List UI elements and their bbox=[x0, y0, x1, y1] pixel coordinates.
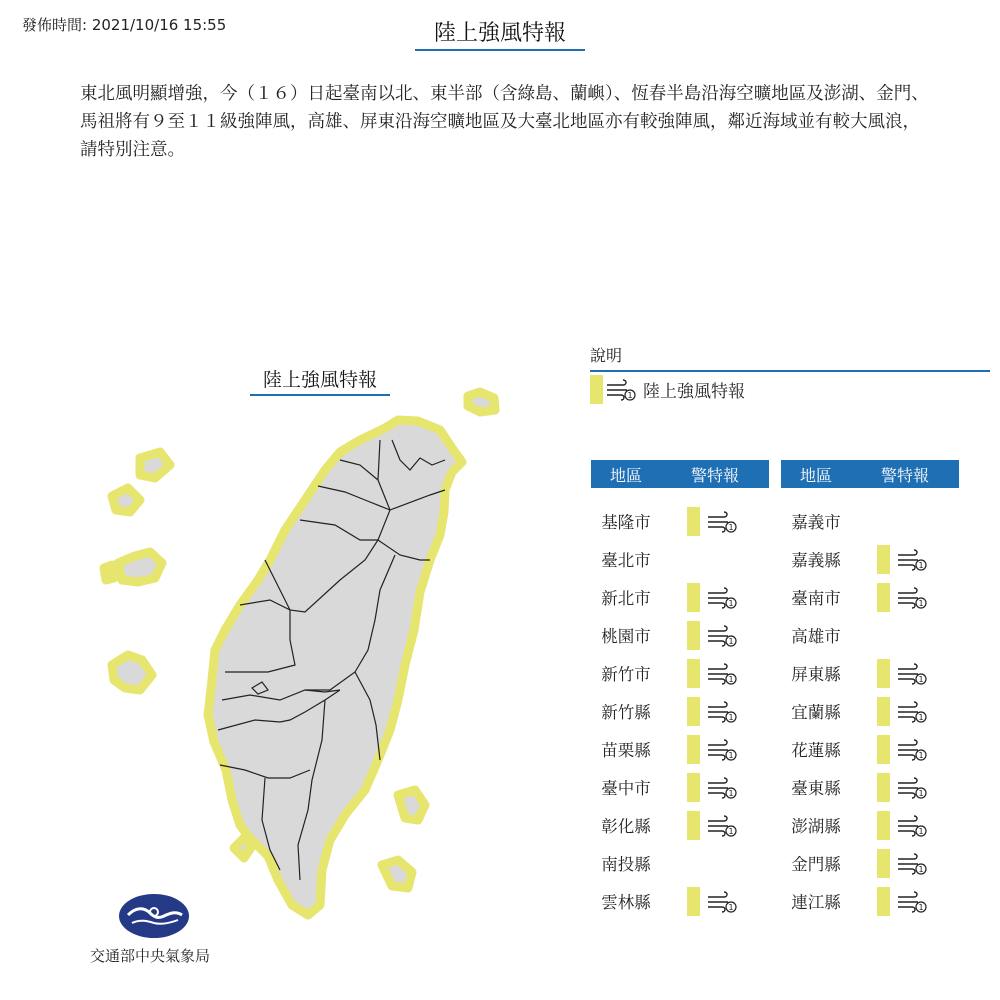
region-name: 連江縣 bbox=[791, 893, 841, 912]
region-name: 嘉義縣 bbox=[791, 551, 841, 570]
table-row bbox=[781, 806, 959, 844]
taiwan-warning-map bbox=[0, 380, 560, 940]
region-name: 高雄市 bbox=[791, 627, 841, 646]
region-name: 新北市 bbox=[601, 589, 651, 608]
region-name: 新竹市 bbox=[601, 665, 651, 684]
table-row bbox=[781, 844, 959, 882]
region-name: 苗栗縣 bbox=[601, 741, 651, 760]
warning-cell bbox=[851, 488, 959, 540]
penghu-island-c bbox=[112, 655, 152, 690]
table-row bbox=[781, 578, 959, 616]
svg-text:1: 1 bbox=[627, 391, 633, 400]
warning-cell bbox=[851, 692, 959, 730]
svg-text:1: 1 bbox=[728, 751, 734, 760]
warning-color-swatch bbox=[877, 583, 890, 612]
agency-logo-icon bbox=[118, 893, 190, 939]
table-row bbox=[781, 882, 959, 920]
strong-wind-icon bbox=[894, 698, 928, 724]
svg-text:1: 1 bbox=[918, 865, 924, 874]
warning-color-swatch bbox=[877, 659, 890, 688]
warning-color-swatch bbox=[687, 887, 700, 916]
warning-cell bbox=[851, 882, 959, 920]
page-title: 陸上強風特報 bbox=[415, 16, 585, 51]
warning-cell bbox=[661, 806, 769, 844]
svg-text:1: 1 bbox=[918, 751, 924, 760]
column-header-warning: 警特報 bbox=[661, 460, 769, 488]
table-row bbox=[591, 578, 769, 616]
table-row bbox=[781, 616, 959, 654]
svg-text:1: 1 bbox=[728, 713, 734, 722]
warning-cell bbox=[661, 578, 769, 616]
warning-cell bbox=[661, 488, 769, 540]
warning-color-swatch bbox=[877, 849, 890, 878]
table-row bbox=[781, 654, 959, 692]
warning-color-swatch bbox=[877, 697, 890, 726]
region-name: 基隆市 bbox=[601, 513, 651, 532]
warning-color-swatch bbox=[877, 773, 890, 802]
warning-color-swatch bbox=[687, 735, 700, 764]
svg-text:1: 1 bbox=[728, 903, 734, 912]
warning-color-swatch bbox=[877, 735, 890, 764]
warning-cell bbox=[661, 730, 769, 768]
warning-cell bbox=[661, 768, 769, 806]
svg-text:1: 1 bbox=[728, 827, 734, 836]
svg-text:1: 1 bbox=[918, 675, 924, 684]
warning-cell bbox=[851, 768, 959, 806]
orchid-island bbox=[382, 860, 412, 888]
region-name: 南投縣 bbox=[601, 855, 651, 874]
map-title: 陸上強風特報 bbox=[250, 365, 390, 396]
table-row bbox=[781, 730, 959, 768]
legend-label: 陸上強風特報 bbox=[643, 381, 745, 402]
svg-text:1: 1 bbox=[728, 789, 734, 798]
strong-wind-icon bbox=[704, 888, 738, 914]
kinmen-island-b bbox=[112, 488, 140, 512]
warning-color-swatch bbox=[687, 811, 700, 840]
svg-text:1: 1 bbox=[918, 903, 924, 912]
svg-text:1: 1 bbox=[728, 675, 734, 684]
svg-text:1: 1 bbox=[918, 789, 924, 798]
table-row bbox=[591, 768, 769, 806]
table-row bbox=[591, 692, 769, 730]
svg-text:1: 1 bbox=[918, 561, 924, 570]
issue-time: 發佈時間: 2021/10/16 15:55 bbox=[22, 16, 227, 34]
strong-wind-icon bbox=[894, 584, 928, 610]
region-name: 彰化縣 bbox=[601, 817, 651, 836]
strong-wind-icon bbox=[894, 774, 928, 800]
penghu-island-b bbox=[104, 565, 114, 580]
strong-wind-icon bbox=[894, 660, 928, 686]
agency-name: 交通部中央氣象局 bbox=[89, 947, 210, 965]
penghu-island-a bbox=[118, 552, 162, 582]
warning-description: 東北風明顯增強，今（１６）日起臺南以北、東半部（含綠島、蘭嶼）、恆春半島沿海空曠地區及澎湖、金門、馬祖將有９至１１級強陣風，高雄、屏東沿海空曠地區及大臺北地區亦有較強陣風，鄰近海域並有較大風浪，請特別注意。 bbox=[80, 84, 929, 160]
warning-cell bbox=[851, 806, 959, 844]
region-name: 金門縣 bbox=[791, 855, 841, 874]
svg-text:1: 1 bbox=[728, 637, 734, 646]
svg-text:1: 1 bbox=[918, 827, 924, 836]
warning-cell bbox=[661, 692, 769, 730]
region-name: 桃園市 bbox=[601, 627, 651, 646]
warning-color-swatch bbox=[687, 621, 700, 650]
strong-wind-icon bbox=[704, 584, 738, 610]
region-name: 雲林縣 bbox=[601, 893, 651, 912]
warning-color-swatch bbox=[687, 583, 700, 612]
warning-color-swatch bbox=[877, 811, 890, 840]
region-name: 屏東縣 bbox=[791, 665, 841, 684]
warning-table-right bbox=[781, 460, 959, 920]
table-row bbox=[591, 654, 769, 692]
region-name: 臺北市 bbox=[601, 551, 651, 570]
region-name: 新竹縣 bbox=[601, 703, 651, 722]
legend-title: 說明 bbox=[590, 343, 990, 372]
strong-wind-icon bbox=[704, 736, 738, 762]
warning-cell bbox=[851, 578, 959, 616]
warning-cell bbox=[661, 882, 769, 920]
table-row bbox=[591, 844, 769, 882]
warning-cell bbox=[661, 844, 769, 882]
strong-wind-icon bbox=[704, 508, 738, 534]
warning-color-swatch bbox=[687, 697, 700, 726]
warning-cell bbox=[851, 844, 959, 882]
strong-wind-icon bbox=[894, 850, 928, 876]
strong-wind-icon bbox=[704, 622, 738, 648]
table-row bbox=[781, 692, 959, 730]
matsu-island bbox=[468, 392, 495, 412]
warning-table-left bbox=[591, 460, 769, 920]
legend-item bbox=[590, 374, 745, 404]
warning-color-swatch bbox=[877, 545, 890, 574]
region-name: 臺中市 bbox=[601, 779, 651, 798]
warning-cell bbox=[851, 730, 959, 768]
warning-cell bbox=[661, 654, 769, 692]
warning-color-swatch bbox=[687, 507, 700, 536]
warning-cell bbox=[851, 616, 959, 654]
table-row bbox=[591, 806, 769, 844]
column-header-region: 地區 bbox=[781, 460, 851, 488]
strong-wind-icon bbox=[704, 812, 738, 838]
warning-cell bbox=[661, 616, 769, 654]
warning-color-swatch bbox=[687, 773, 700, 802]
table-row bbox=[591, 540, 769, 578]
strong-wind-icon bbox=[704, 698, 738, 724]
region-name: 花蓮縣 bbox=[791, 741, 841, 760]
strong-wind-icon bbox=[603, 376, 637, 402]
column-header-region: 地區 bbox=[591, 460, 661, 488]
warning-cell bbox=[851, 540, 959, 578]
table-row bbox=[781, 768, 959, 806]
warning-color-swatch bbox=[877, 887, 890, 916]
region-name: 臺南市 bbox=[791, 589, 841, 608]
table-row bbox=[591, 616, 769, 654]
warning-cell bbox=[851, 654, 959, 692]
warning-cell bbox=[661, 540, 769, 578]
kinmen-island-a bbox=[140, 452, 170, 478]
strong-wind-icon bbox=[894, 888, 928, 914]
column-header-warning: 警特報 bbox=[851, 460, 959, 488]
table-row bbox=[591, 488, 769, 540]
green-island bbox=[398, 790, 425, 820]
strong-wind-icon bbox=[894, 546, 928, 572]
region-name: 澎湖縣 bbox=[791, 817, 841, 836]
strong-wind-icon bbox=[704, 660, 738, 686]
table-row bbox=[591, 730, 769, 768]
table-row bbox=[781, 540, 959, 578]
region-name: 嘉義市 bbox=[791, 513, 841, 532]
svg-text:1: 1 bbox=[728, 523, 734, 532]
region-name: 臺東縣 bbox=[791, 779, 841, 798]
svg-text:1: 1 bbox=[918, 599, 924, 608]
table-row bbox=[781, 488, 959, 540]
warning-color-swatch bbox=[590, 375, 603, 404]
svg-text:1: 1 bbox=[728, 599, 734, 608]
warning-color-swatch bbox=[687, 659, 700, 688]
strong-wind-icon bbox=[704, 774, 738, 800]
strong-wind-icon bbox=[894, 736, 928, 762]
table-row bbox=[591, 882, 769, 920]
strong-wind-icon bbox=[894, 812, 928, 838]
region-name: 宜蘭縣 bbox=[791, 703, 841, 722]
liuqiu-island bbox=[234, 838, 252, 858]
svg-text:1: 1 bbox=[918, 713, 924, 722]
